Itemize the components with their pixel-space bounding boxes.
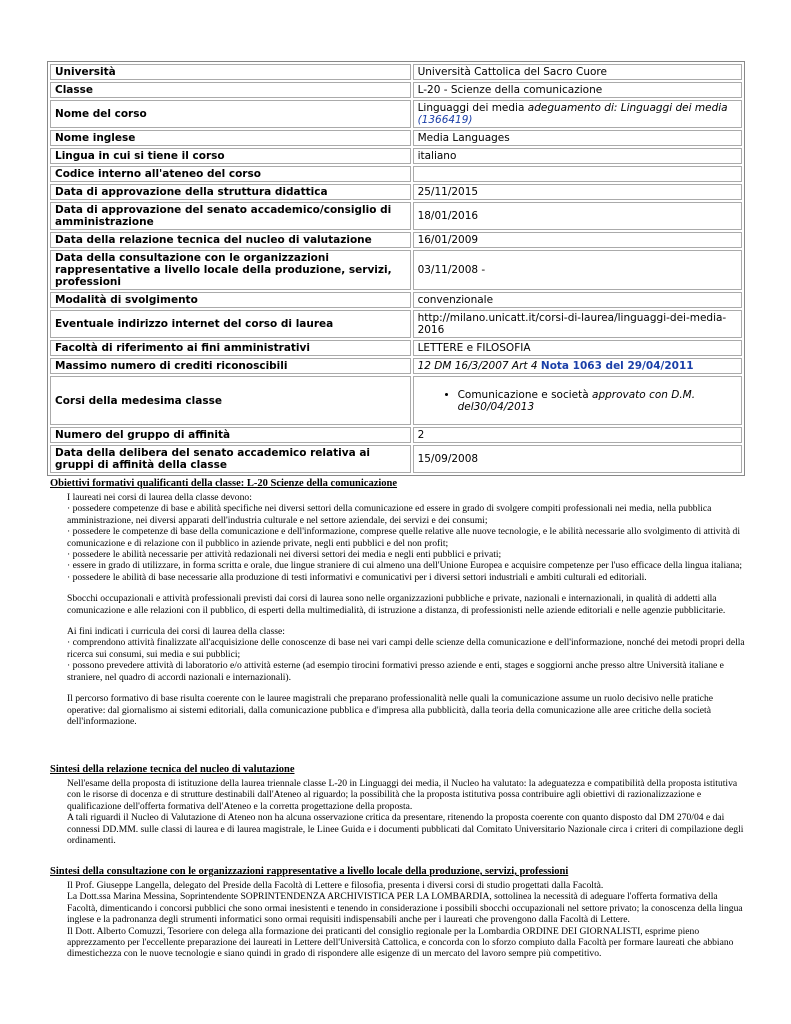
row-label: Codice interno all'ateneo del corso	[50, 166, 411, 182]
paragraph-line: A tali riguardi il Nucleo di Valutazione di Ateneo non ha alcuna osservazione critica da presentare, ritenendo la proposta coerente con quanto disposto dal DM 270/04 e dai connessi DD.MM. sulle classi di laurea e di laurea magistrale, le Linee Guida e i documenti pubblicati dal Comitato Universitario Nazionale circa i criteri di compilazione degli ordinamenti.	[67, 812, 744, 847]
table-row	[50, 340, 742, 356]
list-item	[458, 389, 737, 413]
paragraph-line: · possedere le abilità di base necessarie alla produzione di testi informativi e comunicativi per i diversi settori industriali e ambiti culturali ed editoriali.	[67, 571, 647, 583]
table-row	[50, 376, 742, 425]
paragraph-line: · possedere le competenze di base della comunicazione e dell'informazione, comprese quelle relative alle nuove tecnologie, e le abilità necessarie allo svolgimento di attività di comunicazione e di relazione con il pubblico in aziende private, negli enti pubblici e del non profit;	[67, 526, 741, 549]
paragraph-line: · possono prevedere attività di laboratorio e/o attività esterne (ad esempio tirocini formativi presso aziende e enti, stages e soggiorni anche presso altre Università italiane e straniere, nel quadro di accordi nazionali e internazionali).	[67, 660, 724, 683]
paragraph: Il percorso formativo di base risulta coerente con le lauree magistrali che preparano professionalità nelle quali la comunicazione assume un ruolo decisivo nelle pratiche operative: dal giornalismo ai sistemi editoriali, dalla comunicazione pubblica e d'impresa alla pubblicità, dalla teoria della comunicazione alle aree critiche della società dell'informazione.	[67, 693, 713, 727]
row-value: Media Languages	[413, 130, 742, 146]
row-label: Lingua in cui si tiene il corso	[50, 148, 411, 164]
row-value	[413, 166, 742, 182]
course-info-table	[47, 61, 745, 476]
row-label: Massimo numero di crediti riconoscibili	[50, 358, 411, 374]
paragraph-line: Nell'esame della proposta di istituzione della laurea triennale classe L-20 in Linguaggi dei media, il Nucleo ha valutato: la adeguatezza e compatibilità della proposta istitutiva con le risorse di docenza e di strutture destinabili dall'Ateneo al riguardo; la possibilità che la proposta istitutiva possa contribuire agli obiettivi di razionalizzazione e qualificazione dell'offerta formativa dell'Ateneo e la corretta progettazione della proposta.	[67, 778, 738, 812]
row-value: 16/01/2009	[413, 232, 742, 248]
row-value: 15/09/2008	[413, 445, 742, 473]
section-body	[67, 880, 750, 960]
row-label: Modalità di svolgimento	[50, 292, 411, 308]
row-label: Data della relazione tecnica del nucleo di valutazione	[50, 232, 411, 248]
row-label: Università	[50, 64, 411, 80]
row-label: Numero del gruppo di affinità	[50, 427, 411, 443]
paragraph-line: Ai fini indicati i curricula dei corsi di laurea della classe:	[67, 626, 285, 638]
credits-note-link[interactable]: Nota 1063 del 29/04/2011	[540, 360, 694, 372]
row-label: Eventuale indirizzo internet del corso di laurea	[50, 310, 411, 338]
paragraph-line: · possedere le abilità necessarie per attività redazionali nei diversi settori dei media e negli enti pubblici e privati;	[67, 549, 502, 561]
row-value: Università Cattolica del Sacro Cuore	[413, 64, 742, 80]
row-value: LETTERE e FILOSOFIA	[413, 340, 742, 356]
table-row	[50, 82, 742, 98]
section-body	[67, 778, 750, 846]
table-row	[50, 148, 742, 164]
section-title: Sintesi della consultazione con le organizzazioni rappresentative a livello locale della produzione, servizi, professioni	[50, 866, 569, 877]
table-row	[50, 232, 742, 248]
table-row	[50, 184, 742, 200]
section-title: Sintesi della relazione tecnica del nucleo di valutazione	[50, 764, 295, 775]
table-row	[50, 445, 742, 473]
table-row	[50, 130, 742, 146]
row-label: Nome inglese	[50, 130, 411, 146]
sintesi-nucleo-section	[50, 764, 750, 846]
course-approval: approvato con D.M. del30/04/2013	[457, 388, 696, 413]
row-value	[413, 376, 742, 425]
course-name: Linguaggi dei media	[417, 102, 525, 114]
row-value: 03/11/2008 -	[413, 250, 742, 290]
row-value	[413, 358, 742, 374]
paragraph-line: · essere in grado di utilizzare, in forma scritta e orale, due lingue straniere di cui almeno una dell'Unione Europea e acquisire competenze per l'uso efficace della lingua italiana;	[67, 560, 743, 572]
row-label: Data della consultazione con le organizzazioni rappresentative a livello locale della produzione, servizi, professioni	[50, 250, 411, 290]
row-value: 18/01/2016	[413, 202, 742, 230]
row-label: Facoltà di riferimento ai fini amministrativi	[50, 340, 411, 356]
row-value: italiano	[413, 148, 742, 164]
row-label: Data di approvazione della struttura didattica	[50, 184, 411, 200]
row-value: 2	[413, 427, 742, 443]
paragraph-line: La Dott.ssa Marina Messina, Soprintendente SOPRINTENDENZA ARCHIVISTICA PER LA LOMBARDIA, sottolinea la necessità di adeguare l'offerta formativa della Facoltà, dimenticando i concorsi pubblici che sono ormai inesistenti e tenendo in considerazione i possibili sbocchi occupazionali nel settore privato; la conoscenza della lingua inglese e la padronanza degli strumenti informatici sono ormai requisiti indispensabili anche per i laureati che provengono dalla Facoltà di Lettere.	[67, 891, 743, 926]
row-value: convenzionale	[413, 292, 742, 308]
section-body	[67, 492, 750, 727]
row-label: Nome del corso	[50, 100, 411, 128]
table-row	[50, 100, 742, 128]
row-label: Classe	[50, 82, 411, 98]
same-class-courses-list	[418, 389, 737, 413]
paragraph-line: · comprendono attività finalizzate all'acquisizione delle conoscenze di base nei vari campi delle scienze della comunicazione e dell'informazione, nonché dei metodi propri della ricerca sui consumi, sui media e sui pubblici;	[67, 637, 745, 660]
table-row	[50, 64, 742, 80]
row-label: Corsi della medesima classe	[50, 376, 411, 425]
course-title: Comunicazione e società	[457, 388, 589, 401]
table-row	[50, 250, 742, 290]
course-adaptation: adeguamento di: Linguaggi dei media	[527, 102, 728, 114]
obiettivi-section	[50, 478, 750, 727]
paragraph: Sbocchi occupazionali e attività professionali previsti dai corsi di laurea sono nelle organizzazioni pubbliche e private, nazionali e internazionali, in qualità di addetti alla comunicazione e alle relazioni con il pubblico, di esperti della multimedialità, di istruzione a distanza, di professionisti nelle aziende editoriali e nelle agenzie pubblicitarie.	[67, 593, 726, 616]
row-label: Data della delibera del senato accademico relativa ai gruppi di affinità della classe	[50, 445, 411, 473]
row-value: L-20 - Scienze della comunicazione	[413, 82, 742, 98]
sintesi-consultazione-section	[50, 866, 750, 960]
table-row	[50, 166, 742, 182]
paragraph-line: · possedere competenze di base e abilità specifiche nei diversi settori della comunicazione ed essere in grado di svolgere compiti professionali nei media, nella pubblica amministrazione, nei diversi apparati dell'industria culturale e nel settore aziendale, dei servizi e dei consumi;	[67, 503, 712, 526]
paragraph-line: Il Dott. Alberto Comuzzi, Tesoriere con delega alla formazione dei praticanti del consiglio regionale per la Lombardia ORDINE DEI GIORNALISTI, esprime pieno apprezzamento per l'eccellente preparazione dei laureati in Lettere dell'Università Cattolica, e concorda con lo sforzo compiuto dalla Facoltà per formare laureati che abbiano dimestichezza con le nuove tecnologie e siano quindi in grado di rispondere alle esigenze di un mercato del lavoro sempre più competitivo.	[67, 925, 734, 960]
table-row	[50, 358, 742, 374]
course-website-link[interactable]: http://milano.unicatt.it/corsi-di-laurea/linguaggi-dei-media-2016	[413, 310, 742, 338]
row-value	[413, 100, 742, 128]
table-row	[50, 427, 742, 443]
table-row	[50, 202, 742, 230]
credits-decree: 12 DM 16/3/2007 Art 4	[417, 360, 538, 372]
table-row	[50, 310, 742, 338]
row-label: Data di approvazione del senato accademico/consiglio di amministrazione	[50, 202, 411, 230]
paragraph-line: I laureati nei corsi di laurea della classe devono:	[67, 492, 252, 503]
paragraph-line: Il Prof. Giuseppe Langella, delegato del Preside della Facoltà di Lettere e filosofia, presenta i diversi corsi di studio progettati dalla Facoltà.	[67, 880, 604, 891]
section-title: Obiettivi formativi qualificanti della classe: L-20 Scienze della comunicazione	[50, 478, 398, 489]
row-value: 25/11/2015	[413, 184, 742, 200]
course-code-link[interactable]: (1366419)	[417, 114, 473, 126]
table-row	[50, 292, 742, 308]
